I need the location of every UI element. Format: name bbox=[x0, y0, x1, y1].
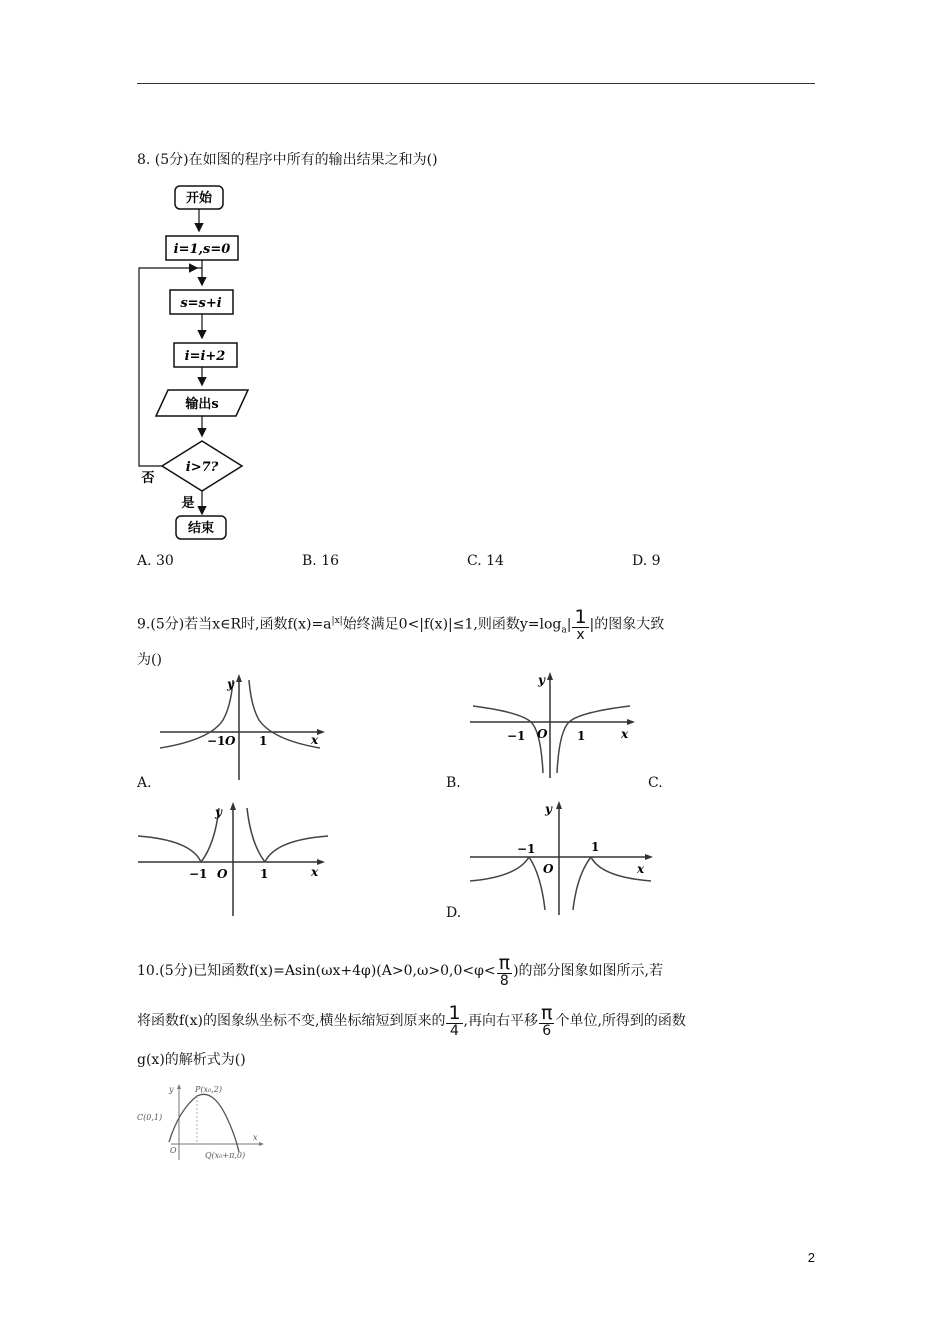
q10-line1-b: )的部分图象如图所示,若 bbox=[513, 963, 664, 979]
q9d-origin-label: O bbox=[543, 862, 554, 876]
q10-four-den: 4 bbox=[450, 1023, 459, 1039]
q9a-x-label: x bbox=[311, 733, 319, 747]
q10-graph-o: O bbox=[170, 1146, 177, 1155]
q9-graph-b bbox=[465, 668, 640, 780]
q9b-pos-label: 1 bbox=[577, 729, 586, 743]
q10-one-num: 1 bbox=[448, 1002, 461, 1024]
q9c-origin-label: O bbox=[217, 867, 228, 881]
flow-init-label: i=1,s=0 bbox=[173, 242, 231, 257]
q10-line2-b: ,再向右平移 bbox=[463, 1013, 538, 1029]
q9-graph-c bbox=[133, 796, 333, 918]
q10-graph-c: C(0,1) bbox=[137, 1113, 163, 1122]
flow-no-label: 否 bbox=[141, 471, 155, 486]
flow-decision-label: i>7? bbox=[185, 460, 219, 475]
q10-line3: g(x)的解析式为() bbox=[137, 1052, 246, 1068]
q9-frac-den: x bbox=[576, 626, 585, 643]
q10-eight-den: 8 bbox=[499, 973, 509, 989]
q9d-x-label: x bbox=[637, 862, 645, 876]
q10-graph-p: P(x₀,2) bbox=[195, 1085, 222, 1094]
flow-step1-label: s=s+i bbox=[180, 296, 222, 311]
q9-fraction bbox=[572, 605, 588, 643]
q10-line2-c: 个单位,所得到的函数 bbox=[555, 1013, 686, 1029]
q9d-y-label: y bbox=[545, 802, 552, 816]
q10-graph-q: Q(x₀+π,0) bbox=[205, 1151, 246, 1160]
q9-stem-a: 9.(5分)若当x∈R时,函数f(x)=a bbox=[137, 616, 332, 633]
q10-line1 bbox=[137, 953, 663, 989]
q9-graph-d bbox=[465, 795, 660, 917]
q9-stem-line2: 为() bbox=[137, 652, 162, 668]
flow-start-label: 开始 bbox=[185, 191, 213, 206]
q9c-x-label: x bbox=[311, 865, 319, 879]
q10-graph-y: y bbox=[169, 1085, 174, 1094]
q9-abs-open: | bbox=[566, 616, 572, 633]
flow-output-label: 输出s bbox=[185, 397, 219, 412]
q10-pi-num: π bbox=[498, 952, 511, 974]
q9b-y-label: y bbox=[538, 673, 545, 687]
q10-frac-pi6 bbox=[539, 1004, 554, 1038]
q8-stem: 8. (5分)在如图的程序中所有的输出结果之和为() bbox=[137, 152, 438, 168]
flow-end-label: 结束 bbox=[187, 521, 215, 536]
q10-line2-a: 将函数f(x)的图象纵坐标不变,横坐标缩短到原来的 bbox=[137, 1013, 446, 1029]
q9b-x-label: x bbox=[621, 727, 629, 741]
flow-yes-label: 是 bbox=[181, 496, 195, 511]
q9-label-c: C. bbox=[648, 775, 663, 791]
q8-flowchart bbox=[130, 180, 260, 545]
q10-six-den: 6 bbox=[542, 1023, 552, 1039]
q9-frac-num: 1 bbox=[574, 605, 587, 628]
q9a-y-label: y bbox=[227, 677, 234, 691]
q9-stem bbox=[137, 606, 664, 645]
q9-exponent: |x| bbox=[331, 616, 343, 626]
page-number: 2 bbox=[807, 1250, 815, 1265]
q9d-neg-label: −1 bbox=[517, 842, 536, 856]
q8-option-b: B. 16 bbox=[302, 553, 340, 569]
q10-pi6-num: π bbox=[541, 1002, 553, 1024]
q9a-origin-label: O bbox=[225, 734, 236, 748]
q9-log-base: a bbox=[561, 625, 567, 636]
q8-option-a: A. 30 bbox=[137, 553, 174, 569]
q10-line1-a: 10.(5分)已知函数f(x)=Asin(ωx+4φ)(A>0,ω>0,0<φ< bbox=[137, 963, 496, 979]
q10-frac-pi8 bbox=[497, 954, 512, 988]
header-rule bbox=[137, 83, 815, 84]
q9a-pos-label: 1 bbox=[259, 734, 268, 748]
q9-label-d: D. bbox=[446, 905, 462, 921]
q10-frac-quarter bbox=[446, 1004, 462, 1038]
q9-label-a: A. bbox=[137, 775, 152, 791]
q8-option-c: C. 14 bbox=[467, 553, 504, 569]
q10-graph-x: x bbox=[253, 1133, 258, 1142]
q9b-neg-label: −1 bbox=[507, 729, 526, 743]
q9-stem-c: 的图象大致 bbox=[594, 616, 665, 633]
q9c-pos-label: 1 bbox=[260, 867, 269, 881]
q9b-origin-label: O bbox=[537, 727, 548, 741]
q9c-neg-label: −1 bbox=[189, 867, 208, 881]
q9-label-b: B. bbox=[446, 775, 461, 791]
q9-stem-b: 始终满足0<|f(x)|≤1,则函数y=log bbox=[342, 616, 562, 633]
q8-option-d: D. 9 bbox=[632, 553, 661, 569]
q9c-y-label: y bbox=[215, 805, 222, 819]
q9a-neg-label: −1 bbox=[207, 734, 226, 748]
flow-step2-label: i=i+2 bbox=[184, 349, 226, 364]
q10-graph bbox=[135, 1080, 275, 1162]
q9-abs-close: | bbox=[589, 616, 595, 633]
q10-line2 bbox=[137, 1003, 686, 1039]
q9d-pos-label: 1 bbox=[591, 840, 600, 854]
q9-graph-a bbox=[155, 670, 330, 782]
